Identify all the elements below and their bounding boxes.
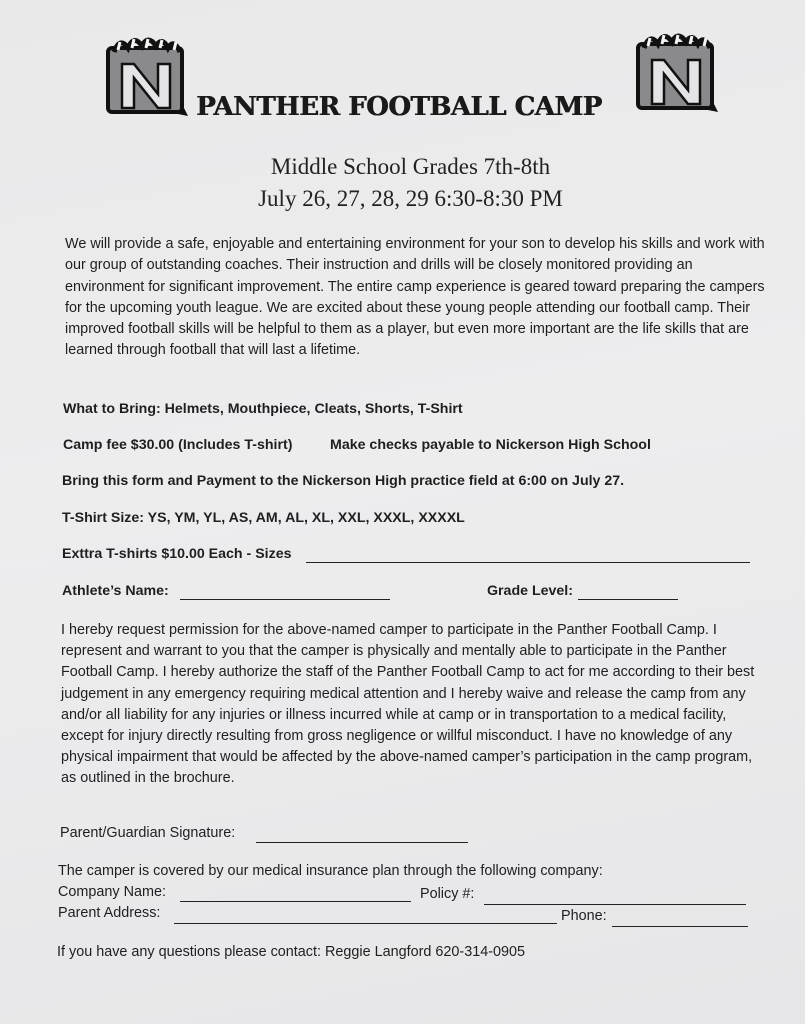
policy-label: Policy #: — [420, 886, 475, 902]
waiver-paragraph: I hereby request permission for the above-named camper to participate in the Panther Football Camp. I represent and warrant to you that the camper is physically and mentally able to participate in the Panther Football Camp. I hereby authorize the staff of the Panther Football Camp to act for me according to their best judgement in any emergency requiring medical attention and I hereby waive and release the camp from any and/or all liability for any injuries or illness incurred while at camp or in transportation to a medical facility, except for injury directly resulting from gross negligence or willful misconduct. I have no knowledge of any physical impairment that would be affected by the above-named camper’s participation in the camp program, as outlined in the brochure. — [61, 622, 755, 787]
phone-label: Phone: — [561, 908, 607, 924]
bring-form-note: Bring this form and Payment to the Nickerson High practice field at 6:00 on July 27. — [62, 473, 625, 489]
insurance-note: The camper is covered by our medical insurance plan through the following company: — [58, 863, 603, 879]
extra-tshirts-label: Exttra T-shirts $10.00 Each - Sizes — [62, 546, 292, 562]
checks-payable: Make checks payable to Nickerson High School — [330, 437, 651, 453]
panther-claw-n-logo-right — [634, 30, 720, 116]
grade-level-blank[interactable] — [578, 585, 678, 600]
grade-level-label: Grade Level: — [487, 583, 573, 599]
parent-address-label: Parent Address: — [58, 905, 161, 921]
grades-subtitle: Middle School Grades 7th-8th — [270, 154, 551, 179]
policy-blank[interactable] — [484, 890, 746, 905]
what-to-bring: What to Bring: Helmets, Mouthpiece, Cleats, Shorts, T-Shirt — [63, 401, 463, 417]
intro-paragraph: We will provide a safe, enjoyable and entertaining environment for your son to develop his skills and work with our group of outstanding coaches. Their instruction and drills will be closely monitored providing an environment for significant improvement. The entire camp experience is geared toward preparing the campers for the upcoming youth league. We are excited about these young people attending our football camp. Their improved football skills will be helpful to them as a player, but even more important are the life skills that are learned through football that will last a lifetime. — [65, 236, 765, 359]
camp-dates: July 26, 27, 28, 29 6:30-8:30 PM — [258, 186, 563, 211]
camp-title: PANTHER FOOTBALL CAMP — [196, 92, 602, 122]
contact-line: If you have any questions please contact: Reggie Langford 620-314-0905 — [57, 944, 526, 960]
phone-blank[interactable] — [612, 912, 748, 927]
signature-blank[interactable] — [256, 828, 468, 843]
parent-address-blank[interactable] — [174, 909, 557, 924]
athlete-name-blank[interactable] — [180, 585, 390, 600]
camp-fee: Camp fee $30.00 (Includes T-shirt) — [63, 437, 293, 453]
tshirt-sizes: T-Shirt Size: YS, YM, YL, AS, AM, AL, XL, XXL, XXXL, XXXXL — [62, 510, 465, 526]
company-name-label: Company Name: — [58, 884, 166, 900]
extra-tshirts-blank[interactable] — [306, 548, 750, 563]
company-name-blank[interactable] — [180, 887, 411, 902]
panther-claw-n-logo-left — [104, 34, 190, 120]
signature-label: Parent/Guardian Signature: — [60, 825, 236, 841]
athlete-name-label: Athlete’s Name: — [62, 583, 169, 599]
